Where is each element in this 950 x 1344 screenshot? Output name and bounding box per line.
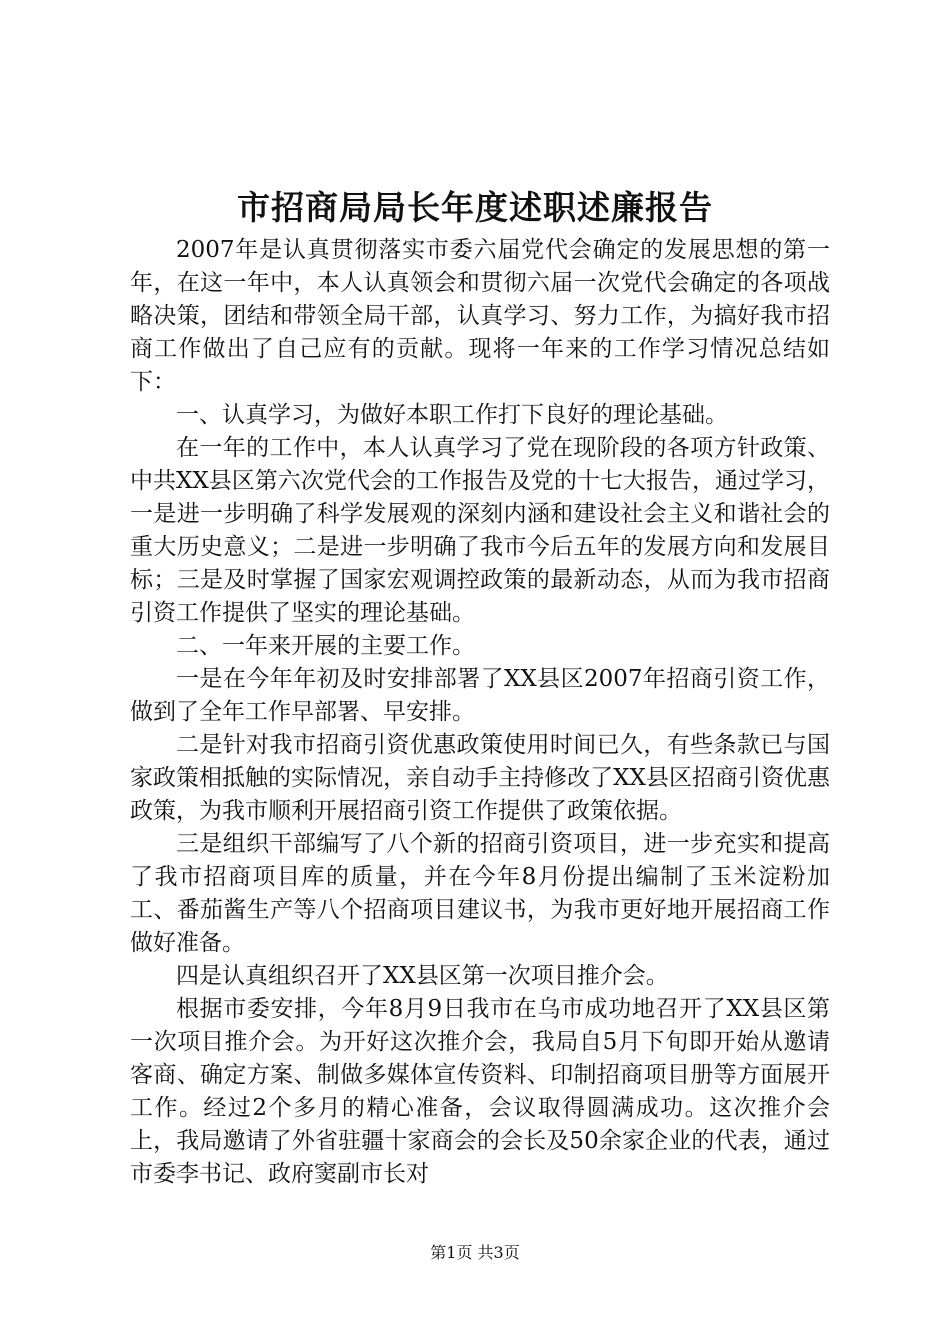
page-number-footer: 第1页 共3页 xyxy=(430,1243,520,1262)
paragraph-item-2: 二是针对我市招商引资优惠政策使用时间已久，有些条款已与国家政策相抵触的实际情况，亲自动手主持修改了XX县区招商引资优惠政策，为我市顺利开展招商引资工作提供了政策依据。 xyxy=(130,732,830,824)
section-heading-2: 二、一年来开展的主要工作。 xyxy=(176,633,475,659)
paragraph-intro: 2007年是认真贯彻落实市委六届党代会确定的发展思想的第一年，在这一年中，本人认真领会和贯彻六届一次党代会确定的各项战略决策，团结和带领全局干部，认真学习、努力工作，为搞好我市招商工作做出了自己应有的贡献。现将一年来的工作学习情况总结如下： xyxy=(130,237,830,395)
paragraph-item-1: 一是在今年年初及时安排部署了XX县区2007年招商引资工作，做到了全年工作早部署、早安排。 xyxy=(130,666,830,725)
paragraph-study: 在一年的工作中，本人认真学习了党在现阶段的各项方针政策、中共XX县区第六次党代会的工作报告及党的十七大报告，通过学习，一是进一步明确了科学发展观的深刻内涵和建设社会主义和谐社会的重大历史意义；二是进一步明确了我市今后五年的发展方向和发展目标；三是及时掌握了国家宏观调控政策的最新动态，从而为我市招商引资工作提供了坚实的理论基础。 xyxy=(130,435,830,626)
paragraph-conference: 根据市委安排，今年8月9日我市在乌市成功地召开了XX县区第一次项目推介会。为开好这次推介会，我局自5月下旬即开始从邀请客商、确定方案、制做多媒体宣传资料、印制招商项目册等方面展开工作。经过2个多月的精心准备，会议取得圆满成功。这次推介会上，我局邀请了外省驻疆十家商会的会长及50余家企业的代表，通过市委李书记、政府窦副市长对 xyxy=(130,996,830,1187)
paragraph-item-3: 三是组织干部编写了八个新的招商引资项目，进一步充实和提高了我市招商项目库的质量，并在今年8月份提出编制了玉米淀粉加工、番茄酱生产等八个招商项目建议书，为我市更好地开展招商工作做好准备。 xyxy=(130,831,830,956)
document-title: 市招商局局长年度述职述廉报告 xyxy=(237,188,713,227)
paragraph-item-4: 四是认真组织召开了XX县区第一次项目推介会。 xyxy=(176,963,669,989)
section-heading-1: 一、认真学习，为做好本职工作打下良好的理论基础。 xyxy=(176,402,728,428)
document-body xyxy=(130,234,830,1191)
